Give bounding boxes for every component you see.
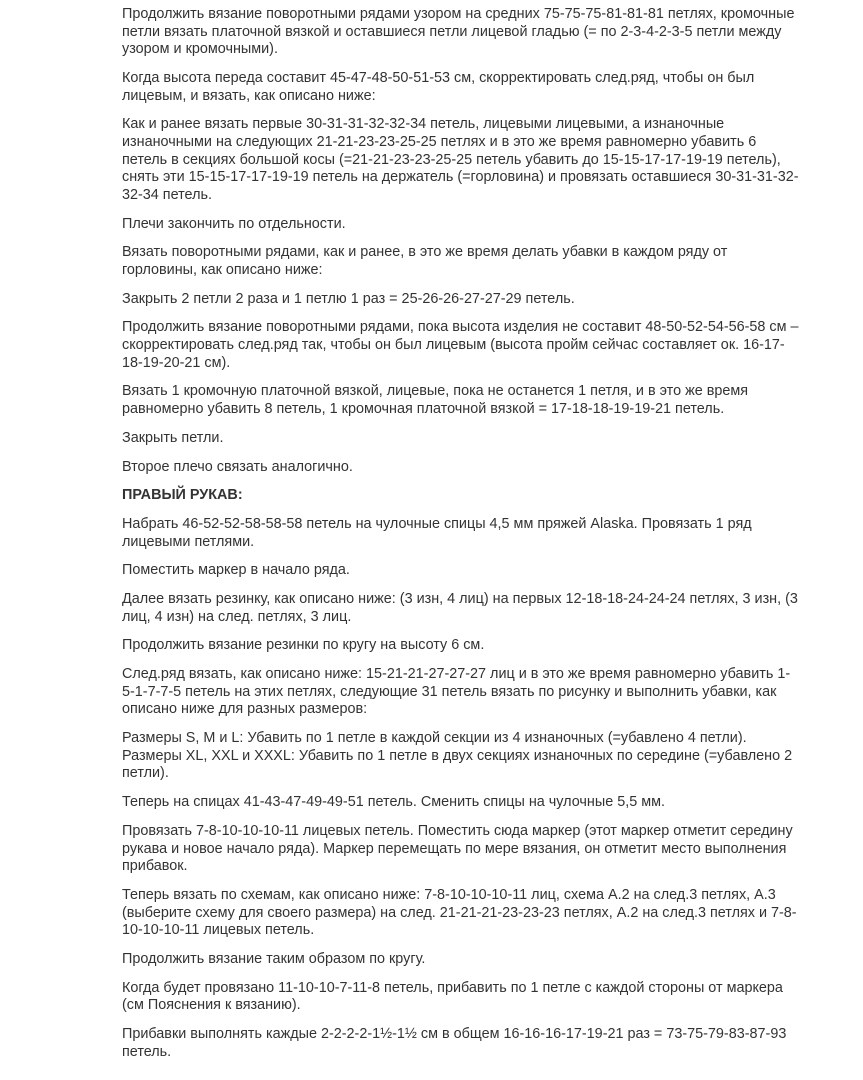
paragraph-cast-on: Набрать 46-52-52-58-58-58 петель на чулочные спицы 4,5 мм пряжей Alaska. Провязать 1 ряд лицевыми петлями. bbox=[122, 515, 752, 550]
paragraph-neck-decreases: Вязать поворотными рядами, как и ранее, в это же время делать убавки в каждом ряду от горловины, как описано ниже: bbox=[122, 244, 728, 278]
paragraph-cast-off: Закрыть петли. bbox=[122, 429, 224, 446]
paragraph-chart-instructions: Теперь вязать по схемам, как описано ниже: 7-8-10-10-10-11 лиц, схема А.2 на след.3 петлях, А.3 (выберите схему для своего размера) на след. 21-21-21-23-23-23 петлях, А.2 на след.3 петлях и 7-8-10-10-10-11 лицевых петель. bbox=[122, 886, 797, 939]
knitting-instructions-page bbox=[122, 6, 802, 1072]
paragraph-middle-marker: Провязать 7-8-10-10-10-11 лицевых петель. Поместить сюда маркер (этот маркер отметит середину рукава и новое начало ряда). Маркер перемещать по мере вязания, он отметит место выполнения прибавок. bbox=[122, 822, 793, 875]
paragraph-place-marker: Поместить маркер в начало ряда. bbox=[122, 562, 350, 579]
paragraph-continue-rows: Продолжить вязание поворотными рядами, пока высота изделия не составит 48-50-52-54-56-58 см – скорректировать след.ряд так, чтобы он был лицевым (высота пройм сейчас составляет ок. 16-17-18-19-20-21 см). bbox=[122, 319, 799, 371]
paragraph-sizes-xl-xxl-xxxl: Размеры XL, XXL и XXXL: Убавить по 1 петле в двух секциях изнаночных по середине (=убавлено 2 петли). bbox=[122, 747, 793, 782]
paragraph-neckline-decrease: Как и ранее вязать первые 30-31-31-32-32-34 петель, лицевыми лицевыми, а изнаночные изнаночными на следующих 21-21-23-23-25-25 петлях и в это же время равномерно убавить 6 петель в секциях большой косы (=21-21-23-23-25-25 петель убавить до 15-15-17-17-19-19 петель), снять эти 15-15-17-17-19-19 петель на держатель (=горловина) и провязать оставшиеся 30-31-31-32-32-34 петель. bbox=[122, 116, 799, 203]
paragraph-edge-stitches: Вязать 1 кромочную платочной вязкой, лицевые, пока не останется 1 петля, и в это же время равномерно убавить 8 петель, 1 кромочная платочной вязкой = 17-18-18-19-19-21 петель. bbox=[122, 383, 749, 417]
paragraph-stitch-count-needles: Теперь на спицах 41-43-47-49-49-51 петель. Сменить спицы на чулочные 5,5 мм. bbox=[122, 794, 665, 811]
paragraph-first-increase: Когда будет провязано 11-10-10-7-11-8 петель, прибавить по 1 петле с каждой стороны от маркера (см Пояснения к вязанию). bbox=[122, 979, 783, 1014]
paragraph-shoulders-separately: Плечи закончить по отдельности. bbox=[122, 215, 346, 232]
paragraph-next-row: След.ряд вязать, как описано ниже: 15-21-21-27-27-27 лиц и в это же время равномерно убавить 1-5-1-7-7-5 петель на этих петлях, следующие 31 петель вязать по рисунку и выполнить убавки, как описано ниже для разных размеров: bbox=[122, 666, 791, 718]
paragraph-continue-round: Продолжить вязание таким образом по кругу. bbox=[122, 950, 426, 967]
paragraph-front-height: Когда высота переда составит 45-47-48-50-51-53 см, скорректировать след.ряд, чтобы он был лицевым, и вязать, как описано ниже: bbox=[122, 69, 755, 104]
paragraph-rib-height: Продолжить вязание резинки по кругу на высоту 6 см. bbox=[122, 637, 485, 654]
paragraph-second-shoulder: Второе плечо связать аналогично. bbox=[122, 458, 353, 475]
paragraph-sizes-s-m-l: Размеры S, M и L: Убавить по 1 петле в каждой секции из 4 изнаночных (=убавлено 4 петли). bbox=[122, 730, 747, 747]
paragraph-rib-pattern: Далее вязать резинку, как описано ниже: (3 изн, 4 лиц) на первых 12-18-18-24-24-24 петлях, 3 изн, (3 лиц, 4 изн) на след. петлях, 3 лиц. bbox=[122, 591, 798, 625]
paragraph-increase-interval: Прибавки выполнять каждые 2-2-2-2-1½-1½ см в общем 16-16-16-17-19-21 раз = 73-75-79-83-87-93 петель. bbox=[122, 1026, 787, 1060]
section-heading-right-sleeve: ПРАВЫЙ РУКАВ: bbox=[122, 487, 243, 504]
paragraph-bind-off-count: Закрыть 2 петли 2 раза и 1 петлю 1 раз = 25-26-26-27-27-29 петель. bbox=[122, 290, 575, 307]
paragraph-continue-pattern: Продолжить вязание поворотными рядами узором на средних 75-75-75-81-81-81 петлях, кромочные петли вязать платочной вязкой и оставшиеся петли лицевой гладью (= по 2-3-4-2-3-5 петли между узором и кромочными). bbox=[122, 6, 795, 58]
